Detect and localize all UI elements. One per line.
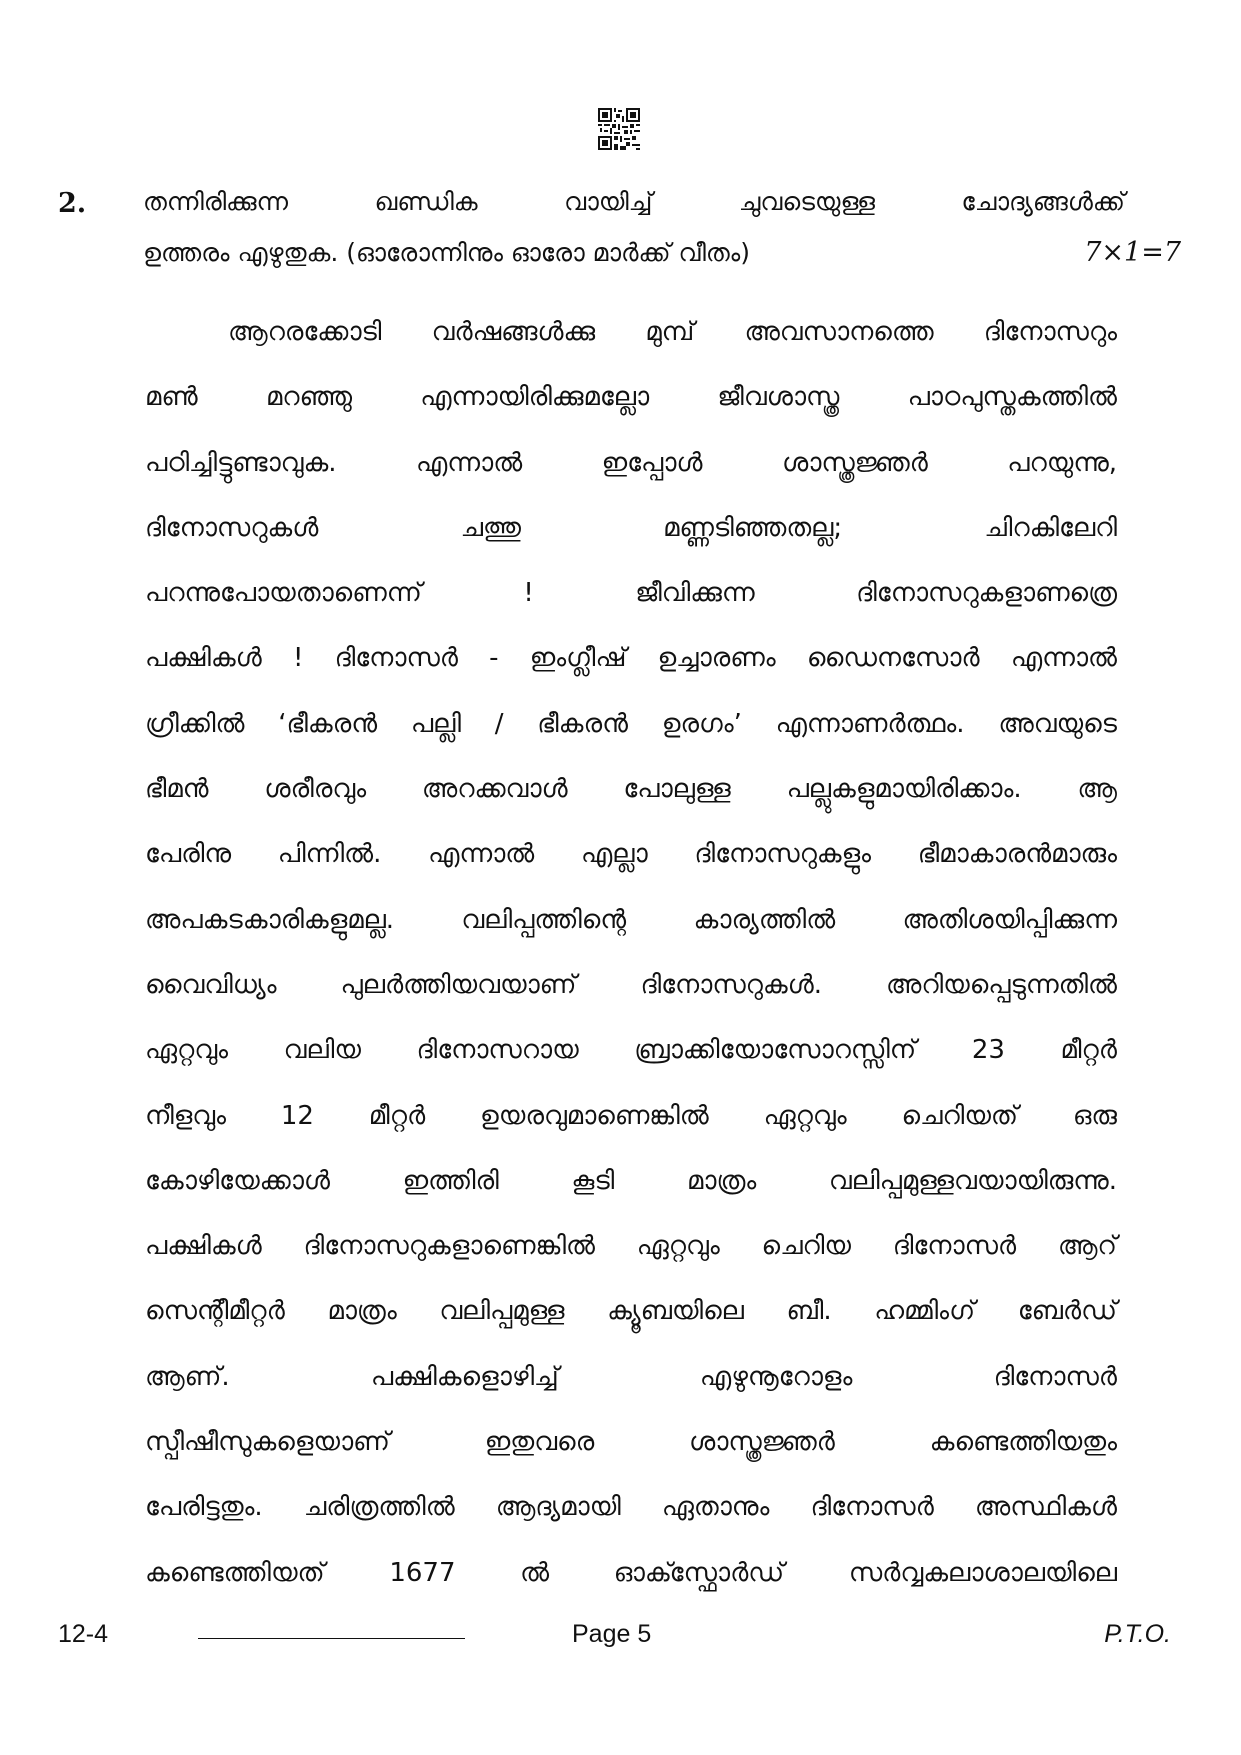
marks-allocation: 7×1=7 xyxy=(1084,237,1181,268)
passage-line: ദിനോസറുകൾ ചത്തു മണ്ണടിഞ്ഞതല്ല; ചിറകിലേറി xyxy=(145,512,1117,543)
passage-line: ആണ്. പക്ഷികളൊഴിച്ച് എഴുനൂറോളം ദിനോസർ xyxy=(145,1361,1117,1392)
passage-line: സെന്റീമീറ്റർ മാത്രം വലിപ്പമുള്ള ക്യൂബയിലെ ബീ. ഹമ്മിംഗ് ബേർഡ് xyxy=(145,1296,1117,1327)
passage-line: അപകടകാരികളുമല്ല. വലിപ്പത്തിന്റെ കാര്യത്തിൽ അതിശയിപ്പിക്കുന്ന xyxy=(145,904,1117,935)
passage-line: പക്ഷികൾ ! ദിനോസർ - ഇംഗ്ലീഷ് ഉച്ചാരണം ഡൈനസോർ എന്നാൽ xyxy=(145,643,1117,674)
passage-line: ഭീമൻ ശരീരവും അറക്കവാൾ പോലുള്ള പല്ലുകളുമായിരിക്കാം. ആ xyxy=(145,774,1117,805)
passage-line: പേരിനു പിന്നിൽ. എന്നാൽ എല്ലാ ദിനോസറുകളും ഭീമാകാരൻമാരും xyxy=(145,839,1117,870)
passage-line: സ്പീഷീസുകളെയാണ് ഇതുവരെ ശാസ്ത്രജ്ഞർ കണ്ടെത്തിയതും xyxy=(145,1427,1117,1458)
passage-line: കോഴിയേക്കാൾ ഇത്തിരി കൂടി മാത്രം വലിപ്പമുള്ളവയായിരുന്നു. xyxy=(145,1165,1117,1196)
paper-code: 12-4 xyxy=(58,1620,109,1648)
passage-line: പേരിട്ടതും. ചരിത്രത്തിൽ ആദ്യമായി ഏതാനും ദിനോസർ അസ്ഥികൾ xyxy=(145,1492,1117,1523)
passage-line: നീളവും 12 മീറ്റർ ഉയരവുമാണെങ്കിൽ ഏറ്റവും ചെറിയത് ഒരു xyxy=(145,1100,1117,1131)
passage-line: പഠിച്ചിട്ടുണ്ടാവുക. എന്നാൽ ഇപ്പോൾ ശാസ്ത്രജ്ഞർ പറയുന്നു, xyxy=(145,447,1117,478)
passage-line: ആറരക്കോടി വർഷങ്ങൾക്കു മുമ്പ് അവസാനത്തെ ദിനോസറും xyxy=(228,317,1117,347)
page-number: Page 5 xyxy=(572,1620,652,1648)
qr-code xyxy=(598,108,640,150)
passage-line: ഏറ്റവും വലിയ ദിനോസറായ ബ്രാക്കിയോസോറസ്സിന് 23 മീറ്റർ xyxy=(145,1035,1117,1066)
passage-line: ഗ്രീക്കിൽ ‘ഭീകരൻ പല്ലി / ഭീകരൻ ഉരഗം’ എന്നാണർത്ഥം. അവയുടെ xyxy=(145,708,1117,739)
passage xyxy=(145,300,1117,1606)
question-instruction-line-2: ഉത്തരം എഴുതുക. (ഓരോന്നിനും ഓരോ മാർക്ക് വീതം) xyxy=(143,238,750,267)
pto-label: P.T.O. xyxy=(1104,1620,1171,1648)
footer-divider xyxy=(198,1638,465,1639)
question-number: 2. xyxy=(58,188,87,219)
question-instruction-line-1: തന്നിരിക്കുന്ന ഖണ്ഡിക വായിച്ച് ചുവടെയുള്ള ചോദ്യങ്ങൾക്ക് xyxy=(143,187,1125,216)
passage-line: കണ്ടെത്തിയത് 1677 ൽ ഓക്സ്ഫോർഡ് സർവ്വകലാശാലയിലെ xyxy=(145,1557,1117,1588)
passage-line: വൈവിധ്യം പുലർത്തിയവയാണ് ദിനോസറുകൾ. അറിയപ്പെടുന്നതിൽ xyxy=(145,969,1117,1000)
passage-line: മൺ മറഞ്ഞു എന്നായിരിക്കുമല്ലോ ജീവശാസ്ത്ര പാഠപുസ്തകത്തിൽ xyxy=(145,382,1117,413)
passage-line: പറന്നുപോയതാണെന്ന് ! ജീവിക്കുന്ന ദിനോസറുകളാണത്രെ xyxy=(145,578,1117,609)
passage-line: പക്ഷികൾ ദിനോസറുകളാണെങ്കിൽ ഏറ്റവും ചെറിയ ദിനോസർ ആറ് xyxy=(145,1231,1117,1262)
